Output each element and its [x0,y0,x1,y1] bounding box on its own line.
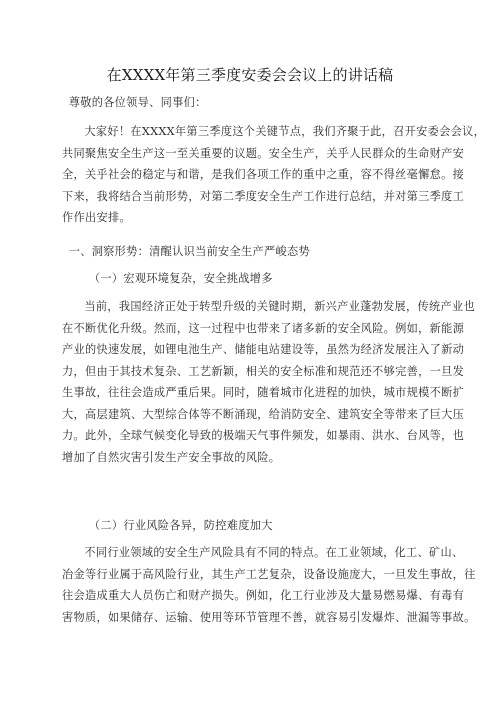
page-title: 在XXXX年第三季度安委会会议上的讲话稿 [106,66,394,84]
section-heading: 一、洞察形势：清醒认识当前安全生产严峻态势 [68,245,310,258]
document-body [62,92,440,114]
paragraph-line: 生事故，往往会造成严重后果。同时，随着城市化进程的加快，城市规模不断扩 [62,386,465,399]
paragraph-line: 作作出安排。 [62,211,131,224]
paragraph-line: 产业的快速发展，如锂电池生产、储能电站建设等，虽然为经济发展注入了新动 [62,343,465,356]
paragraph-line: 共同聚焦安全生产这一至关重要的议题。安全生产，关乎人民群众的生命财产安 [62,146,465,160]
paragraph-line: 冶金等行业属于高风险行业，其生产工艺复杂，设备设施庞大，一旦发生事故，往 [62,567,476,581]
paragraph-line: 全，关乎社会的稳定与和谐，是我们各项工作的重中之重，容不得丝毫懈怠。接 [62,168,465,181]
paragraph-line: 当前，我国经济正处于转型升级的关键时期，新兴产业蓬勃发展，传统产业也 [84,300,475,313]
subsection-heading-1-1 [62,268,440,290]
paragraph-line: 害物质，如果储存、运输、使用等环节管理不善，就容易引发爆炸、泄漏等事故。 [62,610,476,624]
paragraph-line: 下来，我将结合当前形势，对第二季度安全生产工作进行总结，并对第三季度工 [62,189,465,203]
paragraph-line: 不同行业领域的安全生产风险具有不同的特点。在工业领域，化工、矿山、 [84,546,464,559]
paragraph-line: 大家好！在XXXX年第三季度这个关键节点，我们齐聚于此，召开安委会会议， [84,125,486,138]
paragraph-line: 大，高层建筑、大型综合体等不断涌现，给消防安全、建筑安全等带来了巨大压 [62,407,465,421]
paragraph-line: 在不断优化升级。然而，这一过程中也带来了诸多新的安全风险。例如，新能源 [62,321,465,335]
paragraph-industry-risk [62,542,476,628]
paragraph-opening [62,121,486,229]
subsection-heading-1-2 [62,515,440,537]
paragraph-line: 往会造成重大人员伤亡和财产损失。例如，化工行业涉及大量易燃易爆、有毒有 [62,589,465,602]
section-heading-1 [62,241,440,263]
subsection-heading: （二）行业风险各异，防控难度加大 [88,519,273,532]
paragraph-macro-environment [62,296,475,468]
subsection-heading: （一）宏观环境复杂，安全挑战增多 [88,272,273,285]
paragraph-line: 力。此外，全球气候变化导致的极端天气事件频发，如暴雨、洪水、台风等，也 [62,429,465,442]
paragraph-line: 力，但由于其技术复杂、工艺新颖，相关的安全标准和规范还不够完善，一旦发 [62,364,465,378]
salutation: 尊敬的各位领导、同事们： [68,96,207,109]
paragraph-line: 增加了自然灾害引发生产安全事故的风险。 [62,450,281,464]
